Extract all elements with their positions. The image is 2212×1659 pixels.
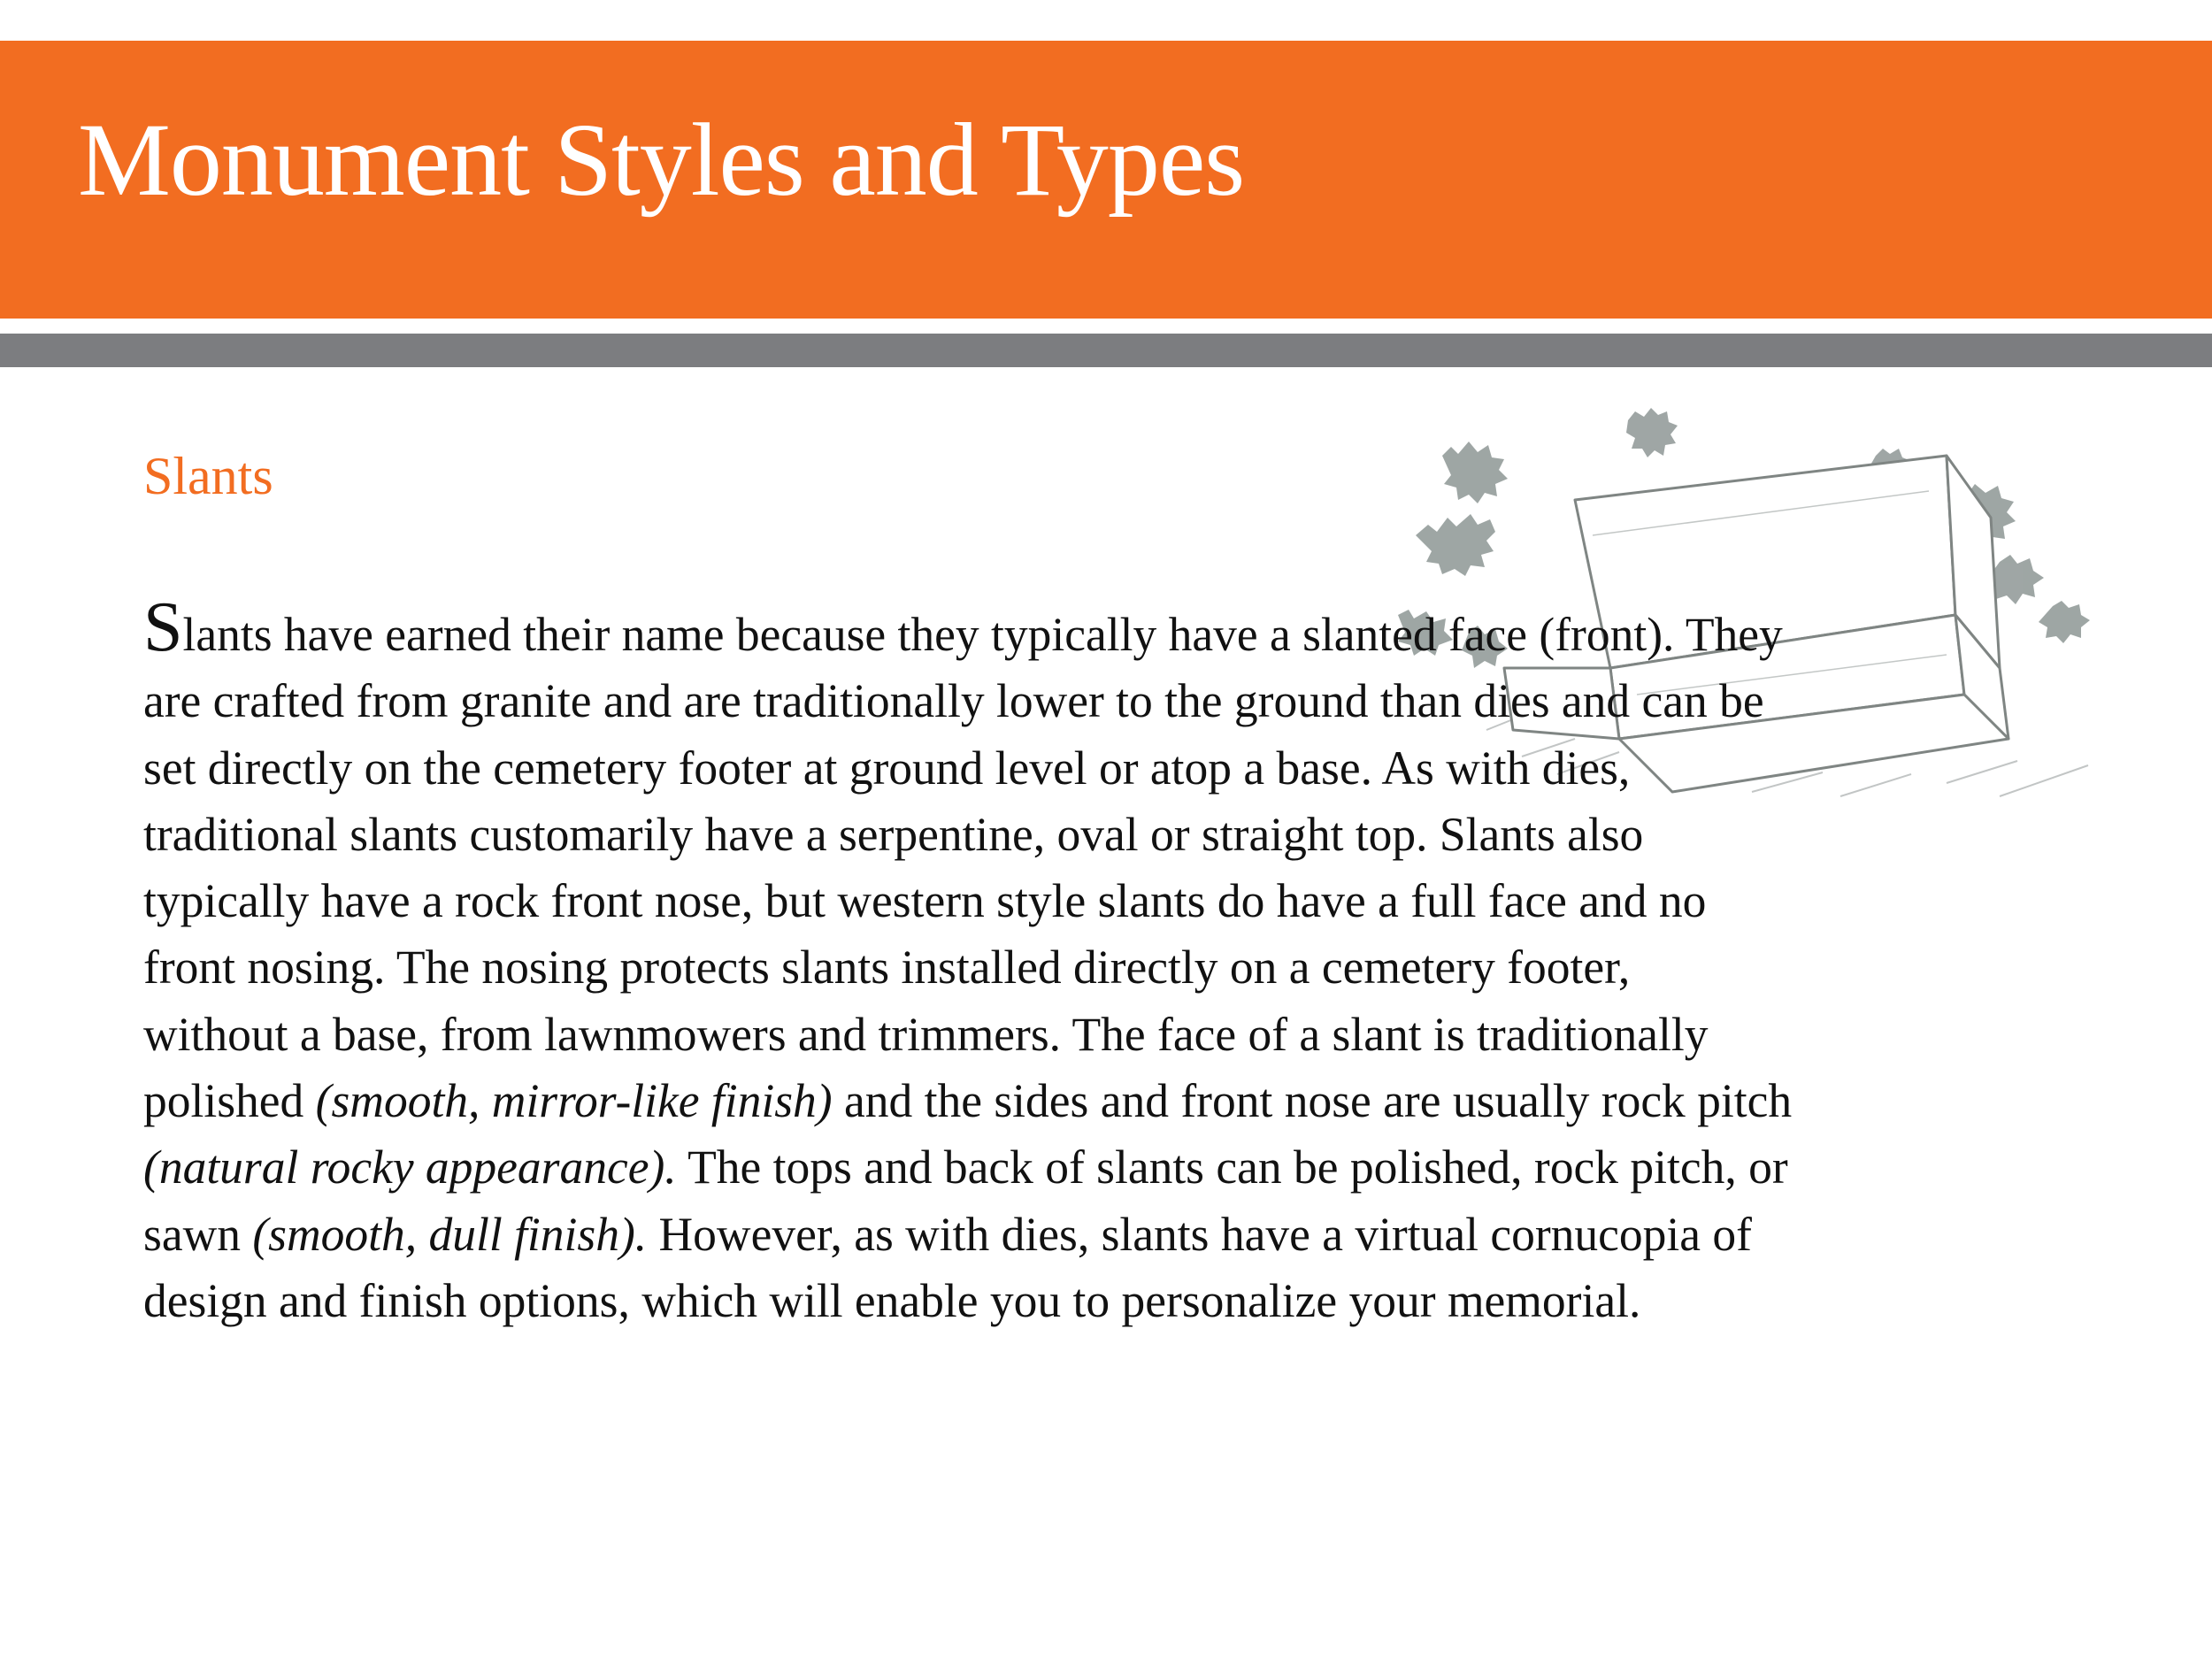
- paragraph-line-2: are crafted from granite and are traditionally lower to the ground than dies and can be: [143, 674, 1764, 728]
- divider-rule: [0, 334, 2212, 367]
- paragraph-line-6: front nosing. The nosing protects slants installed directly on a cemetery footer,: [143, 941, 1631, 995]
- paragraph-line-11: design and finish options, which will enable you to personalize your memorial.: [143, 1273, 1641, 1327]
- paragraph-line-7: without a base, from lawnmowers and trimmers. The face of a slant is traditionally: [143, 1007, 1709, 1061]
- paragraph-line-8: [143, 1068, 2019, 1134]
- section-heading: Slants: [143, 447, 273, 505]
- drop-cap: S: [143, 588, 183, 666]
- paragraph-line-4: traditional slants customarily have a serpentine, oval or straight top. Slants also: [143, 807, 1644, 861]
- finish-note-polished: (smooth, mirror-like finish): [315, 1074, 833, 1128]
- paragraph-line-9-end: The tops and back of slants can be polished, rock pitch, or: [676, 1141, 1788, 1194]
- finish-note-sawn: (smooth, dull finish).: [252, 1207, 648, 1261]
- paragraph-line-1-text: lants have earned their name because they typically have a slanted face (front). They: [182, 608, 1783, 661]
- slide-title: Monument Styles and Types: [78, 102, 1245, 218]
- paragraph-line-8-end: and the sides and front nose are usually rock pitch: [832, 1074, 1793, 1128]
- finish-note-rock-pitch: (natural rocky appearance).: [143, 1141, 677, 1194]
- paragraph-line-10-start: sawn: [143, 1207, 253, 1261]
- paragraph-line-3: set directly on the cemetery footer at ground level or atop a base. As with dies,: [143, 741, 1631, 795]
- paragraph-line-10: [143, 1202, 2019, 1268]
- paragraph-line-9: [143, 1134, 2019, 1201]
- body-paragraph: [143, 588, 2019, 1334]
- paragraph-line-10-end: However, as with dies, slants have a virtual cornucopia of: [647, 1207, 1752, 1261]
- paragraph-line-5: typically have a rock front nose, but western style slants do have a full face and no: [143, 874, 1707, 928]
- paragraph-line-1: [143, 588, 2019, 668]
- paragraph-line-8-start: polished: [143, 1074, 316, 1128]
